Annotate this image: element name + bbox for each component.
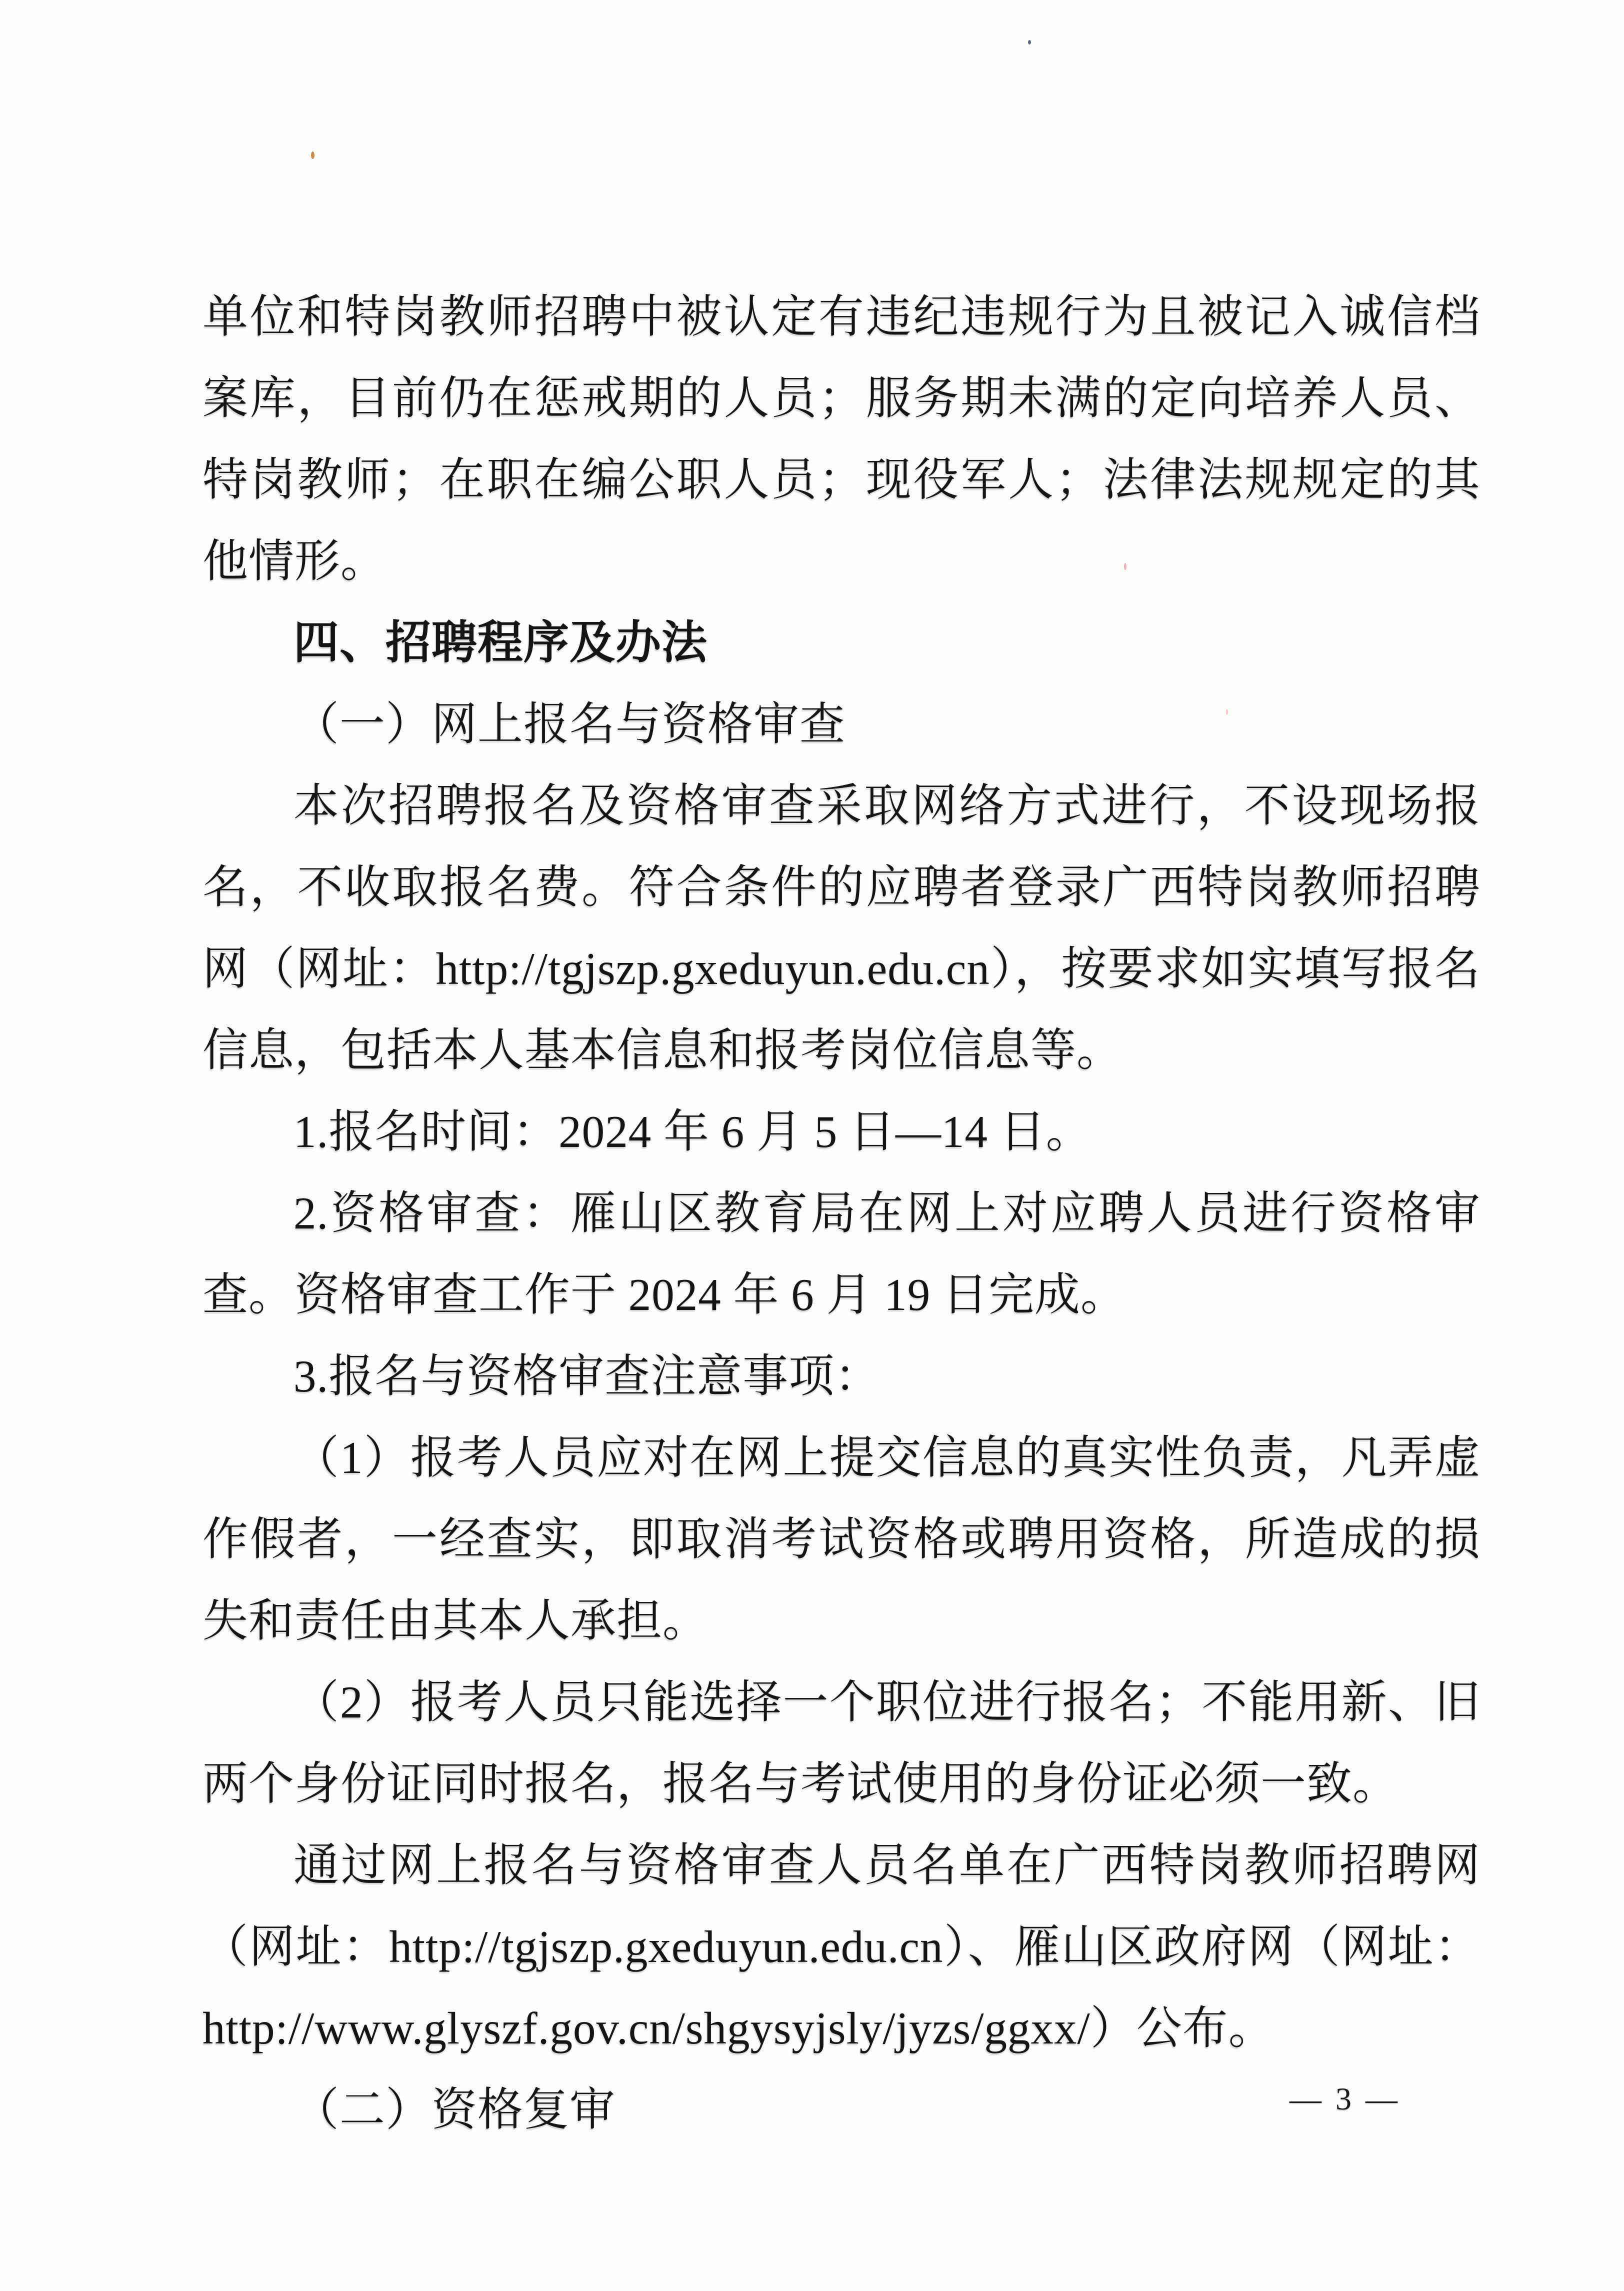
paragraph: 通过网上报名与资格审查人员名单在广西特岗教师招聘网（网址：http://tgjszp.gxeduyun.edu.cn）、雁山区政府网（网址：http://www.glyszf.gov.cn/shgysyjsly/jyzs/ggxx/）公布。 — [202, 1840, 1480, 2054]
scan-speck — [1028, 40, 1031, 44]
document-body-text — [202, 276, 1480, 2150]
paragraph: 2.资格审查：雁山区教育局在网上对应聘人员进行资格审查。资格审查工作于 2024 年 6 月 19 日完成。 — [202, 1188, 1480, 1320]
paragraph: （2）报考人员只能选择一个职位进行报名；不能用新、旧两个身份证同时报名，报名与考试使用的身份证必须一致。 — [202, 1677, 1480, 1809]
paragraph: 3.报名与资格审查注意事项： — [294, 1351, 881, 1402]
page-number: — 3 — — [1290, 2081, 1400, 2116]
heading2: （二）资格复审 — [294, 2084, 616, 2135]
paragraph: 单位和特岗教师招聘中被认定有违纪违规行为且被记入诚信档案库，目前仍在惩戒期的人员；服务期未满的定向培养人员、特岗教师；在职在编公职人员；现役军人；法律法规规定的其他情形。 — [202, 292, 1480, 586]
heading2: （一）网上报名与资格审查 — [294, 699, 846, 750]
paragraph: 1.报名时间：2024 年 6 月 5 日—14 日。 — [294, 1106, 1092, 1157]
paragraph: 本次招聘报名及资格审查采取网络方式进行，不设现场报名，不收取报名费。符合条件的应聘者登录广西特岗教师招聘网（网址：http://tgjszp.gxeduyun.edu.cn），按要求如实填写报名信息，包括本人基本信息和报考岗位信息等。 — [202, 780, 1480, 1076]
paragraph: （1）报考人员应对在网上提交信息的真实性负责，凡弄虚作假者，一经查实，即取消考试资格或聘用资格，所造成的损失和责任由其本人承担。 — [202, 1432, 1480, 1646]
scan-speck — [311, 152, 314, 159]
heading1: 四、招聘程序及办法 — [294, 618, 708, 668]
